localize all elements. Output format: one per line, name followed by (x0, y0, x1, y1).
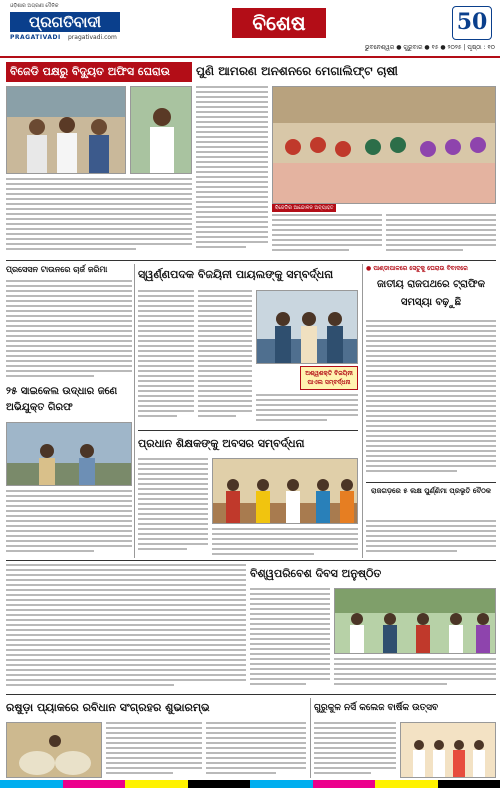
column-rule (310, 698, 311, 778)
story4-headline: ସ୍ୱର୍ଣ୍ଣପଦକ ବିଜୟିନୀ ପାୟଲଙ୍କୁ ସମ୍ବର୍ଦ୍ଧନା (138, 268, 334, 281)
story4-photo (256, 290, 358, 364)
story1-text (6, 178, 192, 256)
story7-text-col1 (138, 458, 208, 558)
tagline: ଓଡ଼ିଶାର ଅଗ୍ରଣୀ ଦୈନିକ (10, 3, 59, 9)
story2-photo (272, 86, 496, 204)
print-color-bar (0, 780, 500, 788)
story8-text (366, 520, 496, 558)
story3-text (6, 280, 132, 380)
story11-text (314, 722, 396, 778)
story9-text-col2 (334, 658, 496, 692)
story11-headline: ଗୁରୁକୁଳ ନର୍ସି କଲେଜ ବାର୍ଷିକ ଉତ୍ସବ (314, 703, 439, 713)
story9-photo (334, 588, 496, 654)
story6-text (6, 490, 132, 556)
masthead (0, 0, 500, 58)
story8-headline: ରାଜଗଡ଼ରେ ୫ ଲକ୍ଷ ପୁର୍ଣ୍ଣିମା ପ୍ରଭୃତି ବୈଠକ (371, 487, 491, 495)
story7-headline: ପ୍ରଧାନ ଶିକ୍ଷକଙ୍କୁ ଅବସର ସମ୍ବର୍ଦ୍ଧନା (138, 437, 305, 450)
story5-headline: ଜାତୀୟ ରାଜପଥରେ ଟ୍ରାଫିକ ସମସ୍ୟା ବଢ଼ୁଛି (377, 279, 485, 308)
dateline: ଭୁବନେଶ୍ୱର ● ଗୁରୁବାର ● ୧୫ ● ୨୦୨୫ | ପୃଷ୍ଠା : ୧୦ (364, 44, 495, 51)
story10-text-col2 (206, 722, 306, 778)
story10-headline: ରଷୁଡ଼ା ପ୍ୟାକରେ ରବିଧାନ ସଂଗ୍ରହର ଶୁଭାରମ୍ଭ (6, 701, 210, 714)
story6-photo (6, 422, 132, 486)
column-rule (134, 264, 135, 558)
story9-text-col1 (250, 588, 330, 692)
story10-photo (6, 722, 102, 778)
story5-kicker: ● ପାଣ୍ଡାପାଳରେ ସେତୁକୁ ଘେରାଉ ବିବାଦରେ (366, 265, 468, 272)
story2-headline: ପୁଣି ଆମରଣ ଅନଶନରେ ମେଗାଲିଫ୍ଟ ଚାଷୀ (196, 60, 496, 82)
story1-photo2 (130, 86, 192, 174)
brand-url: pragativadi.com (68, 34, 117, 41)
rule (6, 260, 496, 261)
story4-text-col1 (138, 290, 194, 426)
brand-latin: PRAGATIVADI (10, 34, 61, 41)
rule (6, 560, 496, 561)
story3-headline: ପ୍ରସେସନ ଟାଉନରେ ଚାର୍ଜ ଜରିମା (6, 265, 108, 274)
story11-photo (400, 722, 496, 778)
story4-text-col3 (256, 394, 358, 426)
story10-text-col1 (106, 722, 202, 778)
story4-text-col2 (198, 290, 252, 426)
anniversary-logo: 50 (452, 6, 492, 40)
story7-photo (212, 458, 358, 524)
rule (366, 482, 496, 483)
story9-headline: ବିଶ୍ୱପରିବେଶ ଦିବସ ଅନୁଷ୍ଠିତ (250, 567, 382, 580)
story4-badge: ଅଶ୍ୱଶକ୍ତି ବିଜୟିନୀ ପାଏଲ ସମ୍ବର୍ଦ୍ଧନା (300, 366, 358, 390)
column-rule (362, 264, 363, 558)
story7-continued-text (6, 564, 246, 692)
story2-caption: ବିଜେଡିର ଆନ୍ଦୋଳନ ଅବ୍ୟାହତ (272, 204, 336, 212)
story7-text-col2 (212, 528, 358, 558)
story2-text-col2 (272, 214, 382, 258)
story1-photo (6, 86, 126, 174)
rule (138, 430, 358, 431)
story1-headline: ବିଜେଡି ପକ୍ଷରୁ ବିଦ୍ୟୁତ ଅଫିସ ଘେରାଉ (6, 62, 192, 82)
story5-text (366, 320, 496, 480)
brand-logo: ପ୍ରଗତିବାଦୀ (10, 12, 120, 32)
story2-text-col1 (196, 86, 268, 256)
story6-headline: ୨୫ ସାଇକେଲ ଉଦ୍ଧାର ଜଣେ ଅଭିଯୁକ୍ତ ଗିରଫ (6, 386, 118, 413)
section-title: ବିଶେଷ (232, 8, 326, 38)
rule (6, 694, 496, 695)
story2-text-col3 (386, 214, 496, 258)
